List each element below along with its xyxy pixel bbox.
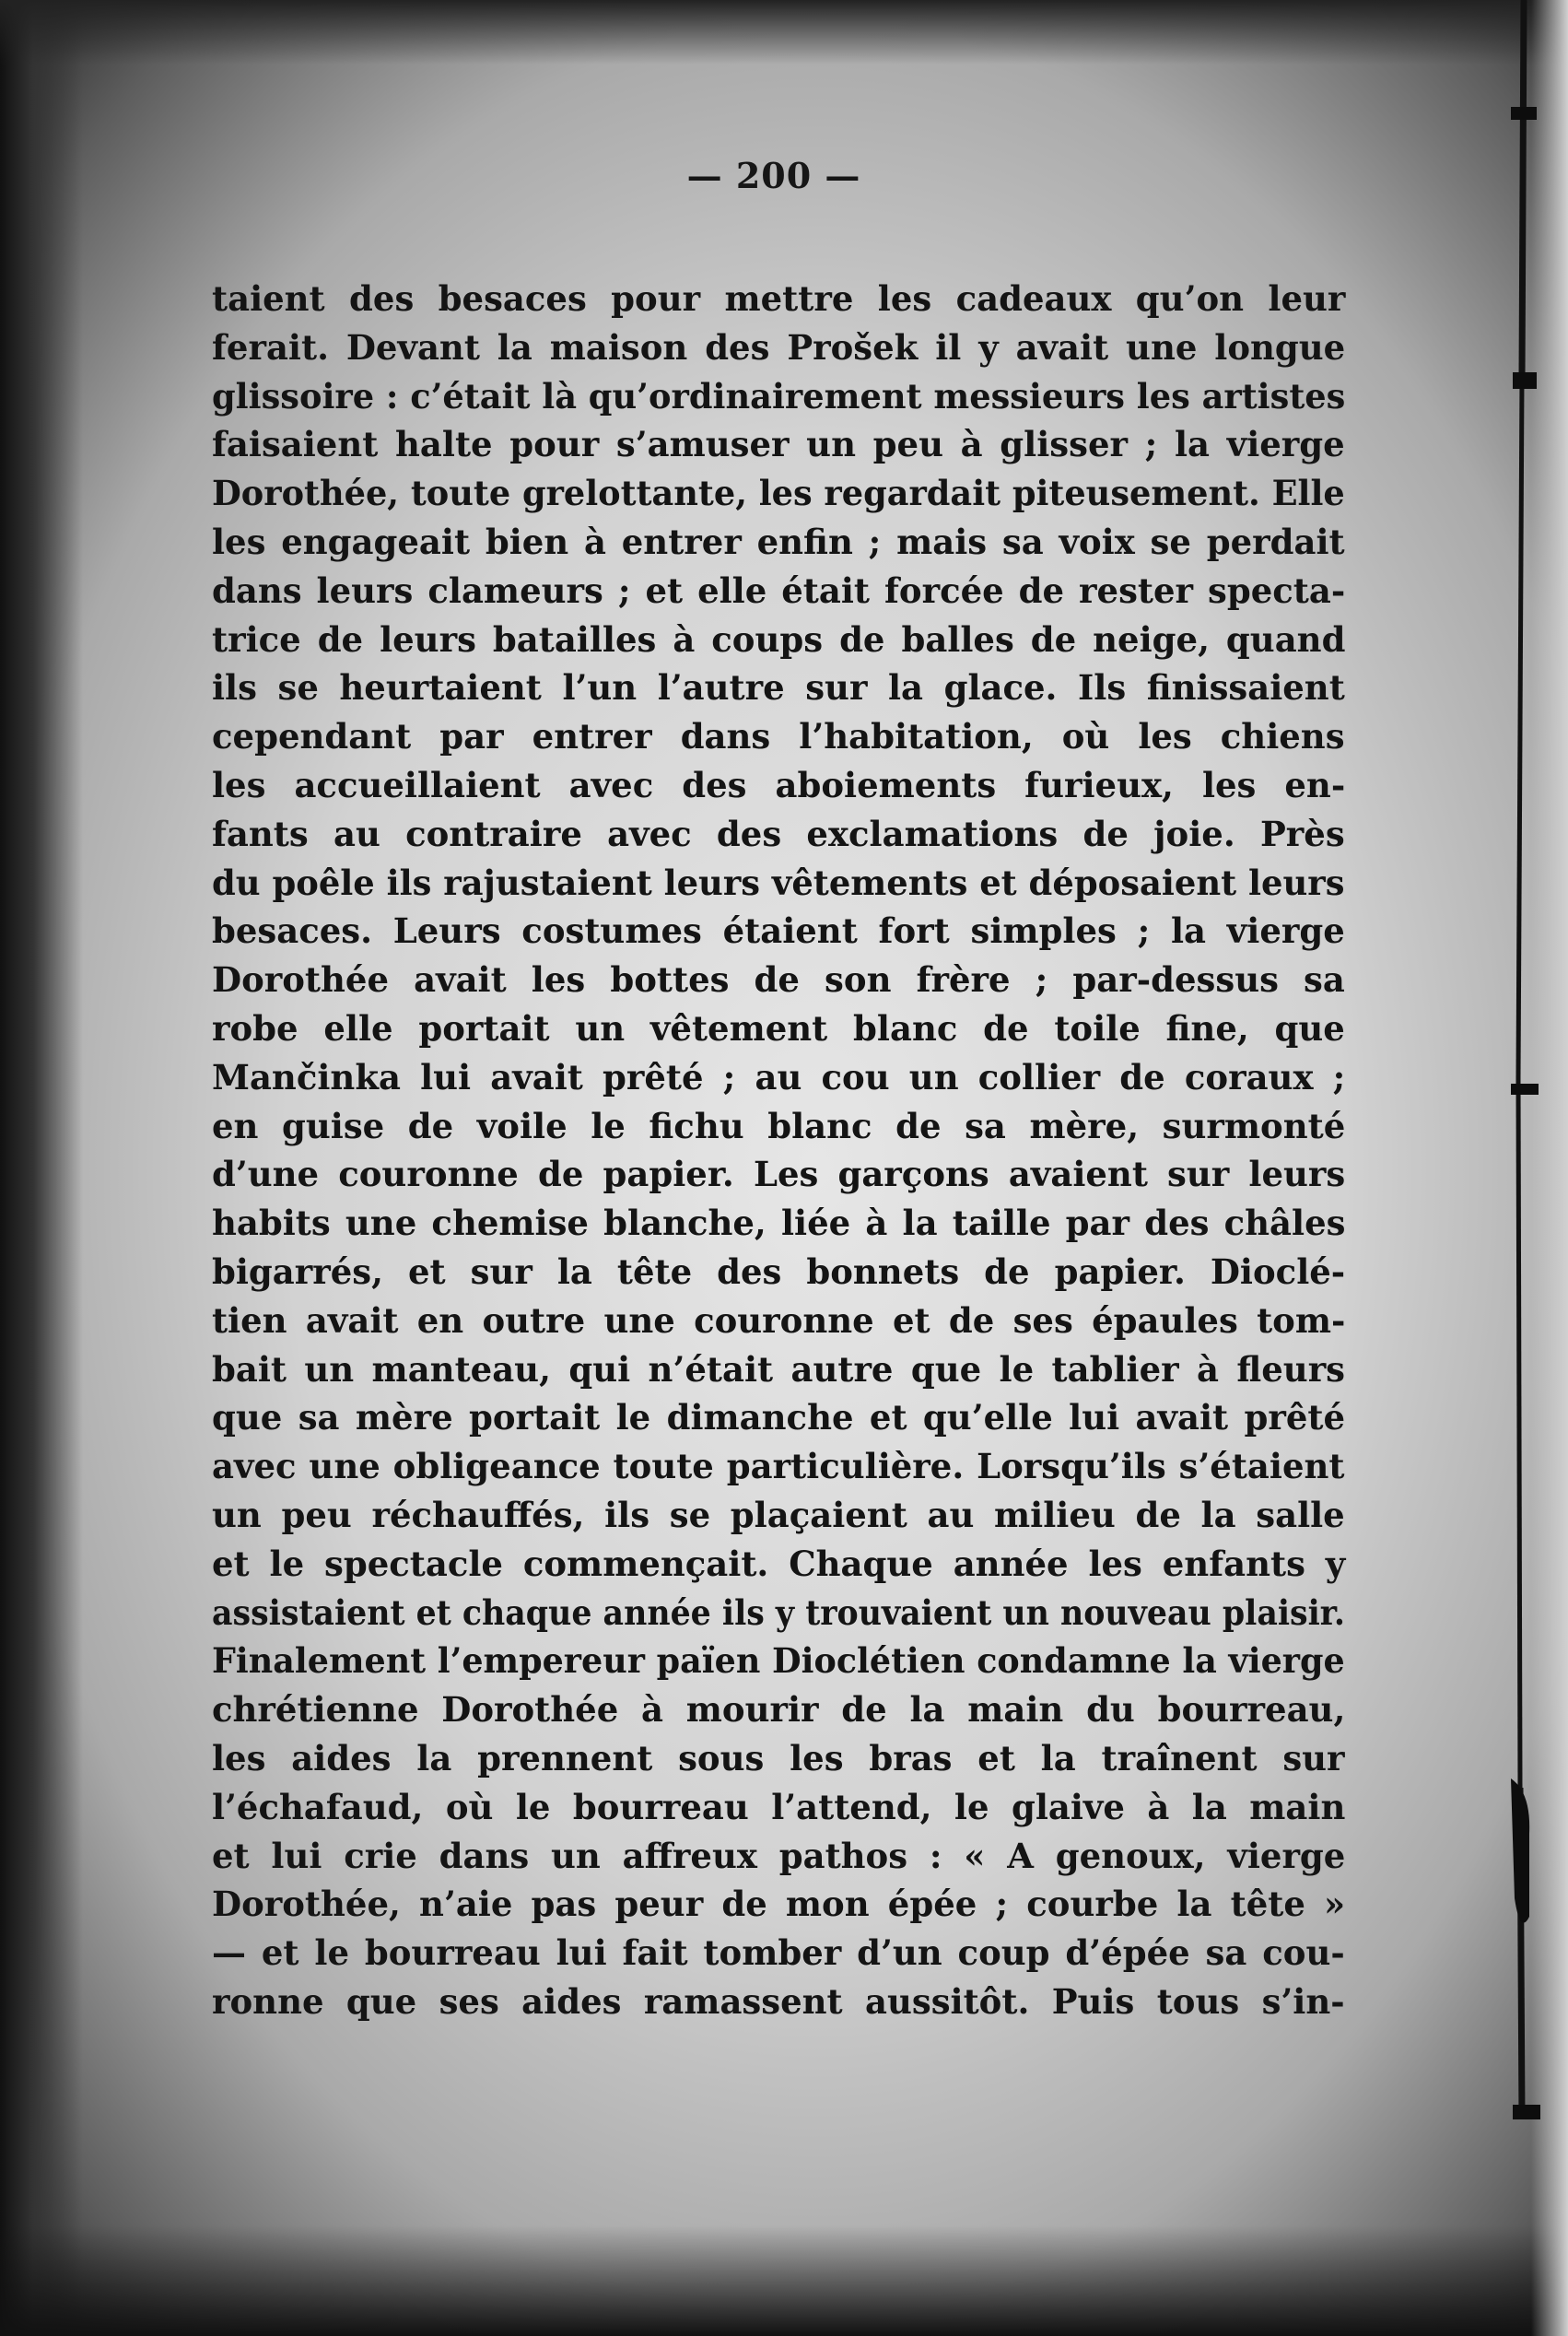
text-line: Mančinka lui avait prêté ; au cou un collier de coraux ; <box>212 1056 1346 1098</box>
text-line: ils se heurtaient l’un l’autre sur la glace. Ils finissaient <box>212 667 1345 709</box>
text-line: les engageait bien à entrer enfin ; mais sa voix se perdait <box>212 521 1345 562</box>
text-line: avec une obligeance toute particulière. Lorsqu’ils s’étaient <box>212 1446 1345 1487</box>
text-line: ronne que ses aides ramassent aussitôt. Puis tous s’in- <box>212 1980 1345 2022</box>
text-line: que sa mère portait le dimanche et qu’elle lui avait prêté <box>212 1397 1346 1438</box>
text-line: bait un manteau, qui n’était autre que le tablier à fleurs <box>212 1348 1346 1390</box>
text-line: chrétienne Dorothée à mourir de la main du bourreau, <box>212 1689 1346 1731</box>
text-line: taient des besaces pour mettre les cadeaux qu’on leur <box>212 278 1346 319</box>
text-line: trice de leurs batailles à coups de balles de neige, quand <box>212 618 1346 660</box>
text-line: faisaient halte pour s’amuser un peu à glisser ; la vierge <box>212 424 1345 465</box>
text-line: assistaient et chaque année ils y trouvaient un nouveau plaisir. <box>212 1591 1345 1633</box>
page-shadow-bottom <box>0 2225 1568 2336</box>
text-line: Dorothée avait les bottes de son frère ; par-dessus sa <box>212 959 1345 1001</box>
text-line: les accueillaient avec des aboiements furieux, les en- <box>212 764 1346 805</box>
body-text <box>212 275 1345 2026</box>
text-line: et lui crie dans un affreux pathos : « A genoux, vierge <box>212 1835 1346 1876</box>
page-shadow-top <box>0 0 1568 65</box>
text-line: glissoire : c’était là qu’ordinairement messieurs les artistes <box>212 375 1346 417</box>
text-line: habits une chemise blanche, liée à la taille par des châles <box>212 1203 1346 1244</box>
text-line: cependant par entrer dans l’habitation, où les chiens <box>212 716 1345 757</box>
page-number: — 200 — <box>686 155 861 196</box>
text-line: les aides la prennent sous les bras et la traînent sur <box>212 1737 1345 1778</box>
text-line: ferait. Devant la maison des Prošek il y avait une longue <box>212 326 1346 368</box>
page-shadow-left <box>0 0 83 2336</box>
binding-thread <box>1511 0 1568 2336</box>
text-line: Dorothée, n’aie pas peur de mon épée ; courbe la tête » <box>212 1884 1346 1925</box>
text-line: un peu réchauffés, ils se plaçaient au milieu de la salle <box>212 1494 1345 1535</box>
text-line: tien avait en outre une couronne et de ses épaules tom- <box>212 1299 1346 1341</box>
text-line: et le spectacle commençait. Chaque année les enfants y <box>212 1543 1346 1584</box>
text-line: bigarrés, et sur la tête des bonnets de papier. Dioclé- <box>212 1250 1346 1292</box>
text-line: fants au contraire avec des exclamations de joie. Près <box>212 813 1345 854</box>
text-line: d’une couronne de papier. Les garçons avaient sur leurs <box>212 1154 1346 1195</box>
text-line: l’échafaud, où le bourreau l’attend, le glaive à la main <box>212 1786 1346 1827</box>
text-line: du poêle ils rajustaient leurs vêtements et déposaient leurs <box>212 862 1345 903</box>
text-line: Finalement l’empereur païen Dioclétien condamne la vierge <box>212 1640 1345 1682</box>
text-line: — et le bourreau lui fait tomber d’un coup d’épée sa cou- <box>212 1932 1345 1974</box>
text-line: robe elle portait un vêtement blanc de toile fine, que <box>212 1007 1345 1049</box>
text-line: en guise de voile le fichu blanc de sa mère, surmonté <box>212 1105 1346 1146</box>
text-line: Dorothée, toute grelottante, les regardait piteusement. Elle <box>212 473 1345 514</box>
text-line: dans leurs clameurs ; et elle était forcée de rester specta- <box>212 569 1346 611</box>
text-line: besaces. Leurs costumes étaient fort simples ; la vierge <box>212 910 1345 952</box>
